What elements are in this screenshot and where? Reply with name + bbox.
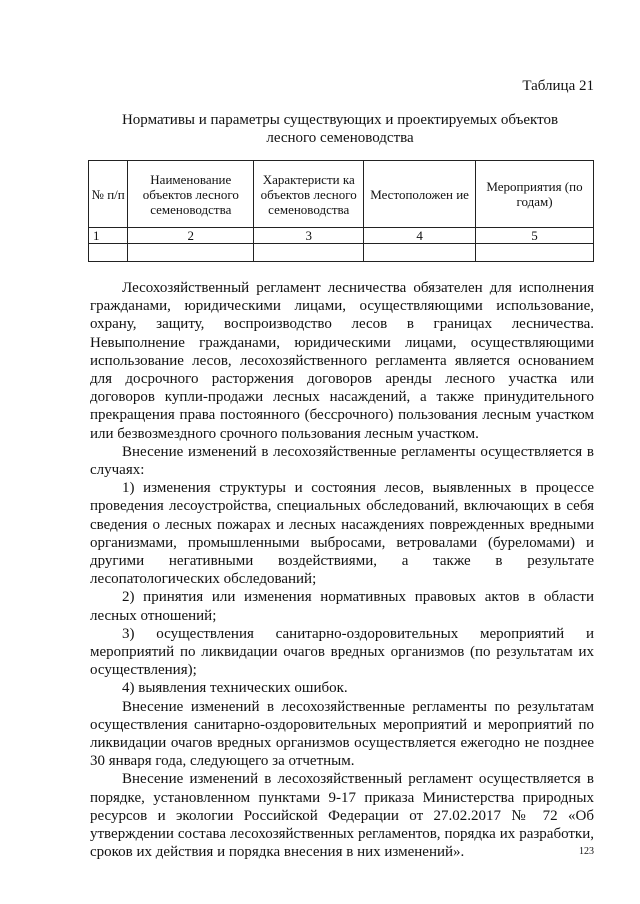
table-header-row	[89, 161, 594, 228]
empty-cell	[89, 244, 128, 262]
norms-table	[88, 160, 594, 262]
paragraph-case-1: 1) изменения структуры и состояния лесов, выявленных в процессе проведения лесоустройства, специальных обследований, включающих в себя сведения о лесных пожарах и лесных насаждениях поврежденных вредными организмами, промышленными выбросами, ветровалами (буреломами) и другими негативными воздействиями, а также в результате лесопатологических обследований;	[90, 480, 594, 588]
body-text	[90, 279, 594, 862]
paragraph-regulation-binding: Лесохозяйственный регламент лесничества обязателен для исполнения гражданами, юридическими лицами, осуществляющими использование, охрану, защиту, воспроизводство лесов в границах лесничества. Невыполнение гражданами, юридическими лицами, осуществляющими использование лесов, лесохозяйственного регламента является основанием для досрочного расторжения договоров аренды лесного участка или договоров купли-продажи лесных насаждений, а также принудительного прекращения права постоянного (бессрочного) пользования лесным участком или безвозмездного срочного пользования лесным участком.	[90, 280, 594, 442]
paragraph-case-3: 3) осуществления санитарно-оздоровительных мероприятий и мероприятий по ликвидации очагов вредных организмов (по результатам их осуществления);	[90, 625, 594, 679]
table-number-row	[89, 228, 594, 244]
paragraph-amendment-procedure: Внесение изменений в лесохозяйственный регламент осуществляется в порядке, установленном пунктами 9-17 приказа Министерства природных ресурсов и экологии Российской Федерации от 27.02.2017 № 72 «Об утверждении состава лесохозяйственных регламентов, порядка их разработки, сроков их действия и порядка внесения в них изменений».	[90, 771, 594, 861]
number-cell: 2	[128, 228, 254, 244]
paragraph-amendment-cases: Внесение изменений в лесохозяйственные регламенты осуществляется в случаях:	[90, 443, 594, 479]
paragraph-case-4: 4) выявления технических ошибок.	[122, 680, 348, 697]
paragraph-amendment-deadline: Внесение изменений в лесохозяйственные регламенты по результатам осуществления санитарно-оздоровительных мероприятий и мероприятий по ликвидации очагов вредных организмов осуществляется ежегодно не позднее 30 января года, следующего за отчетным.	[90, 698, 594, 770]
empty-cell	[364, 244, 476, 262]
table-empty-row	[89, 244, 594, 262]
number-cell: 4	[364, 228, 476, 244]
page-number: 123	[579, 846, 594, 857]
empty-cell	[254, 244, 364, 262]
header-cell-characteristics: Характеристи ка объектов лесного семеноводства	[254, 161, 364, 228]
table-title-line-2: лесного семеноводства	[266, 130, 414, 146]
header-cell-measures: Мероприятия (по годам)	[476, 161, 594, 228]
header-cell-name: Наименование объектов лесного семеноводства	[128, 161, 254, 228]
number-cell: 3	[254, 228, 364, 244]
table-label: Таблица 21	[522, 78, 594, 94]
header-cell-number: № п/п	[89, 161, 128, 228]
header-cell-location: Местоположен ие	[364, 161, 476, 228]
table-title-line-1: Нормативы и параметры существующих и проектируемых объектов	[121, 112, 559, 128]
paragraph-case-2: 2) принятия или изменения нормативных правовых актов в области лесных отношений;	[90, 589, 594, 624]
number-cell: 5	[476, 228, 594, 244]
number-cell: 1	[89, 228, 128, 244]
table-title	[90, 111, 590, 147]
empty-cell	[476, 244, 594, 262]
empty-cell	[128, 244, 254, 262]
